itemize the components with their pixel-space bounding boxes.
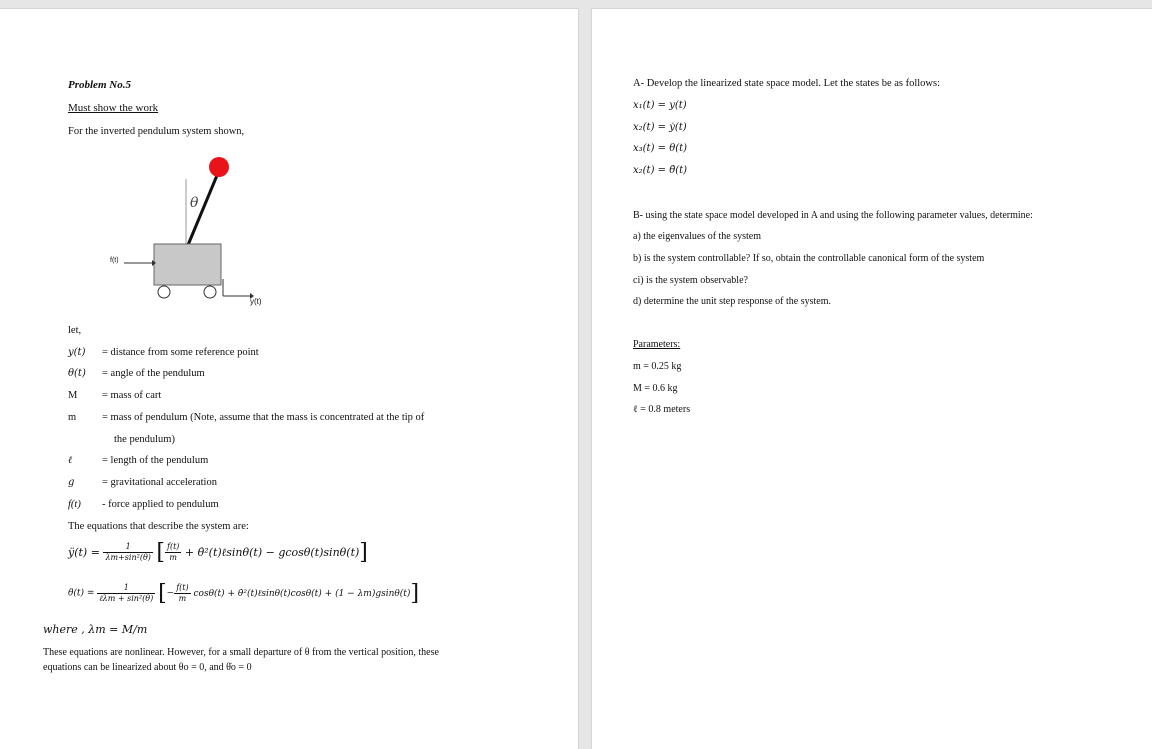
definition-text: = length of the pendulum — [102, 455, 209, 466]
eq2-fraction: $\frac{1}{\text{ℓλm + sin²(θ)}}$ — [99, 583, 154, 603]
equation-theta-ddot: θ̈(t) = $\frac{1}{\text{ℓλm + sin²(θ)}}$ [− $\frac{f(t)}{m}$ cosθ(t) + θ̇²(t)ℓsinθ(t)cosθ(t) + (1 − λm)gsinθ(t)] — [68, 581, 420, 606]
intro-text: For the inverted pendulum system shown, — [68, 126, 245, 137]
closing-line-1: These equations are nonlinear. However, for a small departure of θ from the vertical position, these — [43, 647, 439, 658]
question-item: ci) is the system observable? — [633, 275, 748, 286]
definition-symbol: y(t) — [68, 347, 86, 358]
document-page-right — [592, 9, 1152, 749]
eq2-lhs: θ̈(t) = — [68, 588, 95, 599]
y-label: y(t) — [250, 297, 262, 306]
cart — [154, 244, 221, 285]
parameter-item: m = 0.25 kg — [633, 361, 682, 372]
definition-text: = angle of the pendulum — [102, 368, 205, 379]
force-label: f(t) — [110, 257, 119, 264]
equation-y-ddot: ÿ(t) = $\frac{1}{\text{λm+sin²(θ)}}$ [ $\frac{f(t)}{m}$ + θ̇²(t)ℓsinθ(t) − gcosθ(t)sinθ(t)] — [68, 540, 368, 565]
let-label: let, — [68, 325, 82, 336]
definition-text-continued: the pendulum) — [114, 434, 175, 445]
cart-wheel-right — [204, 286, 216, 298]
eq1-lhs: ÿ(t) = — [68, 546, 100, 559]
eq1-force-fraction: $\frac{f(t)}{m}$ — [166, 542, 180, 562]
question-item: a) the eigenvalues of the system — [633, 231, 762, 242]
cart-wheel-left — [158, 286, 170, 298]
question-item: d) determine the unit step response of the system. — [633, 296, 832, 307]
definition-text: = gravitational acceleration — [102, 477, 217, 488]
eq1-rest: + θ̇²(t)ℓsinθ(t) − gcosθ(t)sinθ(t) — [184, 546, 360, 559]
definition-symbol: f(t) — [68, 499, 81, 510]
where-lambda: where , λm = M/m — [43, 623, 148, 636]
theta-label: θ — [190, 195, 199, 211]
state-definition: x₂(t) = θ̇(t) — [633, 165, 688, 176]
definition-text: = distance from some reference point — [102, 347, 259, 358]
pendulum-figure — [100, 149, 290, 309]
parameter-item: M = 0.6 kg — [633, 383, 678, 394]
definition-text: - force applied to pendulum — [102, 499, 219, 510]
definition-symbol: M — [68, 390, 78, 401]
definition-symbol: θ(t) — [68, 368, 86, 379]
part-b-heading: B- using the state space model developed in A and using the following parameter values, determine: — [633, 210, 1033, 221]
pendulum-bob — [209, 157, 229, 177]
eq2-force-fraction: $\frac{f(t)}{m}$ — [176, 583, 189, 603]
document-page-left — [0, 9, 578, 749]
eq2-rest: cosθ(t) + θ̇²(t)ℓsinθ(t)cosθ(t) + (1 − λm)gsinθ(t) — [193, 589, 411, 599]
parameters-title: Parameters: — [633, 339, 681, 350]
state-definition: x₂(t) = ẏ(t) — [633, 122, 687, 133]
equations-intro: The equations that describe the system are: — [68, 521, 249, 532]
definition-symbol: g — [68, 477, 75, 488]
eq1-fraction: $\frac{1}{\text{λm+sin²(θ)}}$ — [105, 542, 151, 562]
state-definition: x₃(t) = θ(t) — [633, 143, 688, 154]
state-definition: x₁(t) = y(t) — [633, 100, 687, 111]
definition-text: = mass of pendulum (Note, assume that the mass is concentrated at the tip of — [102, 412, 425, 423]
problem-title: Problem No.5 — [68, 79, 131, 91]
question-item: b) is the system controllable? If so, obtain the controllable canonical form of the system — [633, 253, 985, 264]
definition-symbol: ℓ — [68, 455, 73, 466]
part-a-heading: A- Develop the linearized state space model. Let the states be as follows: — [633, 78, 941, 89]
definition-text: = mass of cart — [102, 390, 162, 401]
definition-symbol: m — [68, 412, 77, 423]
parameter-item: ℓ = 0.8 meters — [633, 404, 691, 415]
closing-line-2: equations can be linearized about θo = 0, and θ̇o = 0 — [43, 662, 252, 673]
must-show-work: Must show the work — [68, 102, 159, 114]
